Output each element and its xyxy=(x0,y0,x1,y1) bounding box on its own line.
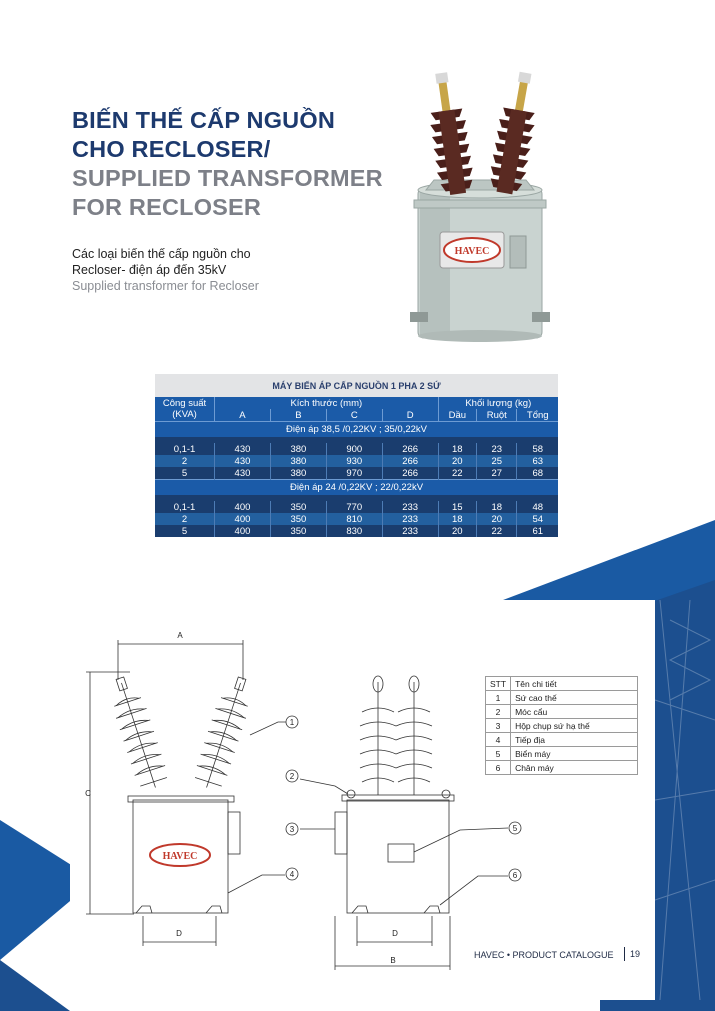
technical-drawing xyxy=(0,600,715,1000)
footer-bullet: • xyxy=(506,950,511,960)
part-name: Sứ cao thế xyxy=(511,691,638,705)
table-row xyxy=(155,525,558,537)
cell-a: 400 xyxy=(215,525,271,537)
cell-b: 380 xyxy=(270,443,326,455)
callout-2: 2 xyxy=(289,772,295,781)
cell-d: 233 xyxy=(382,513,438,525)
col-c: C xyxy=(326,409,382,422)
dimension-b-label: B xyxy=(390,956,396,965)
cell-c: 900 xyxy=(326,443,382,455)
cell-core: 25 xyxy=(477,455,517,467)
part-no: 5 xyxy=(486,747,511,761)
cell-oil: 18 xyxy=(438,513,476,525)
cell-d: 266 xyxy=(382,455,438,467)
cell-c: 830 xyxy=(326,525,382,537)
cell-oil: 18 xyxy=(438,443,476,455)
group-2-label: Điện áp 24 /0,22KV ; 22/0,22kV xyxy=(155,480,558,496)
part-name: Tiếp địa xyxy=(511,733,638,747)
cell-core: 20 xyxy=(477,513,517,525)
product-image xyxy=(400,40,560,350)
cell-core: 23 xyxy=(477,443,517,455)
col-total: Tổng xyxy=(517,409,558,422)
cell-core: 18 xyxy=(477,501,517,513)
col-core: Ruột xyxy=(477,409,517,422)
table-row xyxy=(155,501,558,513)
page-footer xyxy=(474,949,641,960)
callout-1: 1 xyxy=(289,718,295,727)
callout-3: 3 xyxy=(289,825,295,834)
col-d: D xyxy=(382,409,438,422)
col-a: A xyxy=(215,409,271,422)
cell-b: 380 xyxy=(270,467,326,480)
footer-label: PRODUCT CATALOGUE xyxy=(512,950,614,960)
col-power-line-2: (KVA) xyxy=(172,409,197,420)
cell-total: 54 xyxy=(517,513,558,525)
table-row xyxy=(155,455,558,467)
cell-oil: 20 xyxy=(438,455,476,467)
cell-power: 2 xyxy=(155,455,215,467)
product-description xyxy=(72,246,259,294)
title-line-2: CHO RECLOSER/ xyxy=(72,136,271,162)
cell-d: 233 xyxy=(382,525,438,537)
part-no: 2 xyxy=(486,705,511,719)
table-row xyxy=(155,513,558,525)
cell-total: 63 xyxy=(517,455,558,467)
col-b: B xyxy=(270,409,326,422)
cell-total: 58 xyxy=(517,443,558,455)
cell-power: 5 xyxy=(155,525,215,537)
title-line-1: BIẾN THẾ CẤP NGUỒN xyxy=(72,107,335,133)
cell-total: 68 xyxy=(517,467,558,480)
callout-5: 5 xyxy=(512,824,518,833)
title-line-3: SUPPLIED TRANSFORMER xyxy=(72,165,383,191)
page-title xyxy=(72,106,383,222)
col-oil: Dầu xyxy=(438,409,476,422)
spec-table xyxy=(155,374,558,537)
spec-table-caption: MÁY BIẾN ÁP CẤP NGUỒN 1 PHA 2 SỨ xyxy=(155,374,558,397)
cell-power: 2 xyxy=(155,513,215,525)
col-weight: Khối lượng (kg) xyxy=(438,397,558,409)
callout-4: 4 xyxy=(289,870,295,879)
part-no: 3 xyxy=(486,719,511,733)
part-name: Biển máy xyxy=(511,747,638,761)
dimension-c-label: C xyxy=(85,789,91,798)
group-1-label: Điện áp 38,5 /0,22KV ; 35/0,22kV xyxy=(155,422,558,438)
part-name: Hộp chụp sứ hạ thế xyxy=(511,719,638,733)
parts-table xyxy=(485,676,638,775)
svg-text:HAVEC: HAVEC xyxy=(454,246,490,257)
cell-c: 770 xyxy=(326,501,382,513)
havec-logo xyxy=(440,232,504,268)
svg-text:HAVEC: HAVEC xyxy=(162,851,198,862)
cell-b: 350 xyxy=(270,513,326,525)
parts-col-name: Tên chi tiết xyxy=(511,677,638,691)
table-row xyxy=(486,747,638,761)
cell-c: 810 xyxy=(326,513,382,525)
cell-b: 350 xyxy=(270,525,326,537)
havec-logo-drawing xyxy=(150,844,210,866)
cell-power: 0,1-1 xyxy=(155,501,215,513)
col-power xyxy=(155,397,215,422)
part-no: 4 xyxy=(486,733,511,747)
table-row xyxy=(486,761,638,775)
cell-c: 970 xyxy=(326,467,382,480)
description-vi-line-2: Recloser- điện áp đến 35kV xyxy=(72,263,227,277)
cell-power: 0,1-1 xyxy=(155,443,215,455)
table-row xyxy=(486,691,638,705)
cell-core: 27 xyxy=(477,467,517,480)
col-dimensions: Kích thước (mm) xyxy=(215,397,439,409)
part-name: Móc cẩu xyxy=(511,705,638,719)
cell-a: 400 xyxy=(215,501,271,513)
table-row xyxy=(486,719,638,733)
footer-brand: HAVEC xyxy=(474,950,505,960)
dimension-d-side-label: D xyxy=(392,929,398,938)
cell-b: 380 xyxy=(270,455,326,467)
cell-d: 266 xyxy=(382,467,438,480)
footer-separator xyxy=(624,947,625,961)
table-row xyxy=(155,467,558,480)
cell-a: 430 xyxy=(215,467,271,480)
dimension-d-front-label: D xyxy=(176,929,182,938)
cell-c: 930 xyxy=(326,455,382,467)
part-no: 6 xyxy=(486,761,511,775)
cell-oil: 20 xyxy=(438,525,476,537)
cell-total: 48 xyxy=(517,501,558,513)
cell-total: 61 xyxy=(517,525,558,537)
cell-core: 22 xyxy=(477,525,517,537)
callout-6: 6 xyxy=(512,871,518,880)
title-line-4: FOR RECLOSER xyxy=(72,194,262,220)
parts-col-no: STT xyxy=(486,677,511,691)
table-row xyxy=(155,443,558,455)
table-row xyxy=(486,705,638,719)
part-no: 1 xyxy=(486,691,511,705)
cell-a: 430 xyxy=(215,443,271,455)
cell-b: 350 xyxy=(270,501,326,513)
description-vi-line-1: Các loại biến thế cấp nguồn cho xyxy=(72,247,251,261)
cell-d: 266 xyxy=(382,443,438,455)
cell-power: 5 xyxy=(155,467,215,480)
cell-oil: 15 xyxy=(438,501,476,513)
col-power-line-1: Công suất xyxy=(162,398,207,409)
table-row xyxy=(486,733,638,747)
dimension-a-label: A xyxy=(177,631,183,640)
part-name: Chân máy xyxy=(511,761,638,775)
cell-a: 400 xyxy=(215,513,271,525)
description-en-line: Supplied transformer for Recloser xyxy=(72,279,259,293)
cell-oil: 22 xyxy=(438,467,476,480)
page-number: 19 xyxy=(630,949,641,959)
cell-a: 430 xyxy=(215,455,271,467)
cell-d: 233 xyxy=(382,501,438,513)
